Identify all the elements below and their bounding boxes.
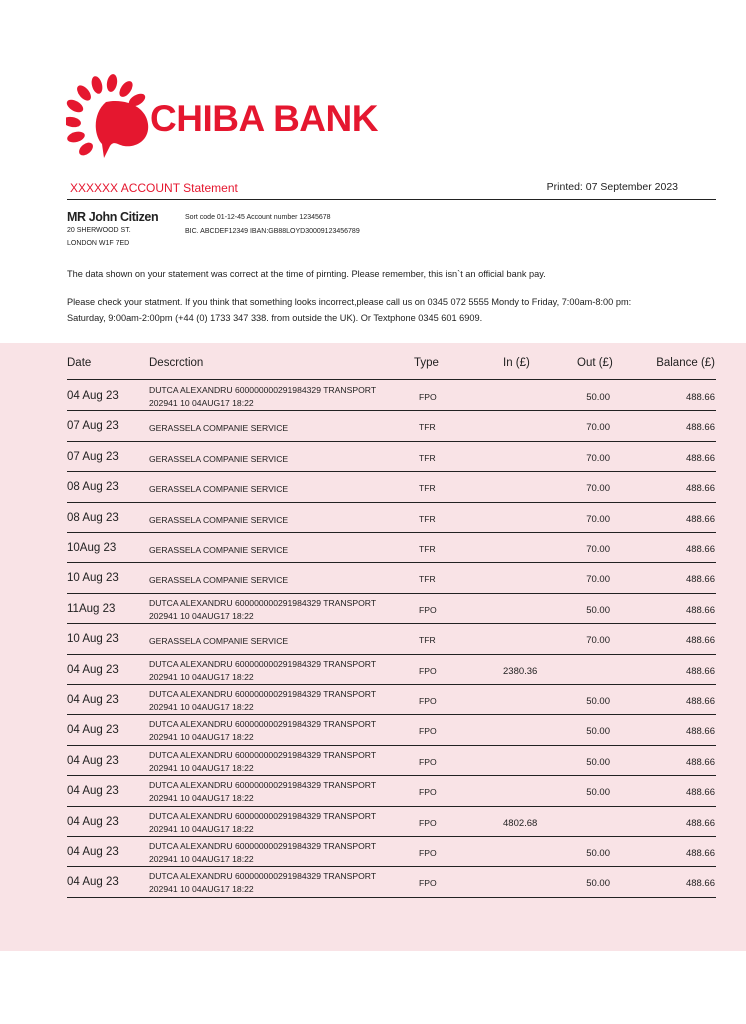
notice-paragraph-1: The data shown on your statement was correct at the time of pirnting. Please remember, this isn`t an official bank pay. [67,269,546,279]
table-header [0,355,746,377]
row-out-amount: 50.00 [586,848,610,859]
row-description-line-2: 202941 10 04AUG17 18:22 [149,762,254,773]
bank-logo [66,74,376,160]
row-type: TFR [419,574,436,585]
row-date: 08 Aug 23 [67,481,119,494]
table-row [0,533,746,563]
table-row [0,867,746,897]
table-row [0,624,746,654]
header-divider [67,199,716,200]
row-description-line-1: GERASSELA COMPANIE SERVICE [149,636,289,647]
table-header-divider [67,379,716,380]
row-date: 04 Aug 23 [67,846,119,858]
printed-date: Printed: 07 September 2023 [546,181,678,193]
table-row [0,776,746,806]
table-row [0,563,746,593]
row-balance: 488.66 [685,665,715,677]
row-description-line-1: DUTCA ALEXANDRU 600000000291984329 TRANSPORT [149,780,377,791]
header-type: Type [414,357,439,369]
row-in-amount: 4802.68 [503,817,538,829]
row-date: 11Aug 23 [67,602,116,615]
row-balance: 488.66 [685,452,715,464]
row-balance: 488.66 [685,392,715,403]
row-date: 04 Aug 23 [67,785,119,798]
row-balance: 488.66 [685,422,715,434]
row-description-line-1: GERASSELA COMPANIE SERVICE [149,575,289,586]
row-type: FPO [419,604,437,615]
row-type: FPO [419,392,437,402]
header-description: Descrction [149,357,204,369]
row-description-line-1: GERASSELA COMPANIE SERVICE [149,453,289,464]
row-description-line-2: 202941 10 04AUG17 18:22 [149,398,254,408]
row-type: FPO [419,878,437,889]
row-out-amount: 50.00 [586,787,610,799]
row-description-line-1: DUTCA ALEXANDRU 600000000291984329 TRANSPORT [149,841,377,851]
row-balance: 488.66 [685,817,715,829]
row-balance: 488.66 [685,574,715,586]
account-line-2: BIC. ABCDEF12349 IBAN:GB88LOYD30009123456789 [185,228,360,235]
row-description-line-2: 202941 10 04AUG17 18:22 [149,793,254,804]
table-row [0,715,746,745]
row-balance: 488.66 [685,544,715,555]
row-date: 04 Aug 23 [67,694,119,706]
table-row [0,381,746,411]
row-out-amount: 70.00 [586,574,610,586]
row-description-line-1: GERASSELA COMPANIE SERVICE [149,423,289,434]
row-description-line-2: 202941 10 04AUG17 18:22 [149,884,254,895]
header-balance: Balance (£) [656,357,715,369]
row-out-amount: 50.00 [586,726,610,738]
row-description-line-2: 202941 10 04AUG17 18:22 [149,823,254,834]
row-description-line-1: DUTCA ALEXANDRU 600000000291984329 TRANSPORT [149,689,377,699]
row-description-line-2: 202941 10 04AUG17 18:22 [149,671,254,682]
table-row [0,594,746,624]
address-line-2: LONDON W1F 7ED [67,240,130,247]
row-date: 10 Aug 23 [67,633,119,646]
flower-logo-icon [66,74,152,160]
row-type: FPO [419,817,437,828]
table-row [0,411,746,441]
row-description-line-2: 202941 10 04AUG17 18:22 [149,610,254,621]
row-out-amount: 50.00 [586,756,610,768]
row-description-line-1: GERASSELA COMPANIE SERVICE [149,545,289,555]
row-description-line-1: DUTCA ALEXANDRU 600000000291984329 TRANSPORT [149,658,377,669]
row-description-line-2: 202941 10 04AUG17 18:22 [149,732,254,743]
row-out-amount: 50.00 [586,878,610,890]
row-date: 04 Aug 23 [67,390,119,402]
row-out-amount: 70.00 [586,544,610,555]
row-description-line-1: DUTCA ALEXANDRU 600000000291984329 TRANSPORT [149,749,377,760]
row-in-amount: 2380.36 [503,665,538,677]
row-type: TFR [419,483,436,494]
statement-title: XXXXXX ACCOUNT Statement [70,181,238,195]
header-date: Date [67,357,92,369]
table-row [0,685,746,715]
row-description-line-1: DUTCA ALEXANDRU 600000000291984329 TRANSPORT [149,385,377,395]
row-type: TFR [419,635,436,646]
row-description-line-2: 202941 10 04AUG17 18:22 [149,702,254,712]
row-description-line-1: DUTCA ALEXANDRU 600000000291984329 TRANSPORT [149,597,377,608]
row-date: 04 Aug 23 [67,754,119,767]
row-type: FPO [419,665,437,676]
row-date: 07 Aug 23 [67,450,119,463]
header-out: Out (£) [577,357,613,369]
row-type: TFR [419,544,436,554]
row-date: 10Aug 23 [67,542,117,554]
row-date: 04 Aug 23 [67,663,119,676]
row-description-line-1: GERASSELA COMPANIE SERVICE [149,514,289,525]
row-balance: 488.66 [685,787,715,799]
row-balance: 488.66 [685,696,715,707]
account-line-1: Sort code 01-12-45 Account number 12345678 [185,214,331,221]
row-description-line-2: 202941 10 04AUG17 18:22 [149,854,254,864]
table-row [0,807,746,837]
row-type: FPO [419,726,437,737]
row-date: 04 Aug 23 [67,724,119,737]
address-line-1: 20 SHERWOOD ST. [67,227,131,234]
row-type: FPO [419,787,437,798]
notice-paragraph-2: Please check your statment. If you think that something looks incorrect,please call us on 0345 072 5555 Mondy to Friday, 7:00am-8:00 pm: Saturday, 9:00am-2:00pm (+44 (0) 1733 347 338. from outside the UK). Or Textphone 0345 601 6909. [67,297,632,323]
row-date: 08 Aug 23 [67,511,119,524]
row-type: TFR [419,452,436,463]
header-in: In (£) [503,357,530,369]
row-type: FPO [419,848,437,858]
row-out-amount: 70.00 [586,635,610,647]
row-out-amount: 50.00 [586,604,610,616]
row-balance: 488.66 [685,756,715,768]
row-divider [67,897,716,898]
row-balance: 488.66 [685,726,715,738]
bank-name: CHIBA BANK [150,98,378,139]
row-out-amount: 70.00 [586,513,610,525]
table-row [0,503,746,533]
row-date: 04 Aug 23 [67,815,119,828]
row-balance: 488.66 [685,878,715,890]
row-balance: 488.66 [685,483,715,495]
row-balance: 488.66 [685,635,715,647]
row-type: FPO [419,696,437,706]
row-balance: 488.66 [685,848,715,859]
table-row [0,442,746,472]
row-out-amount: 70.00 [586,483,610,495]
row-description-line-1: DUTCA ALEXANDRU 600000000291984329 TRANSPORT [149,871,377,882]
table-row [0,655,746,685]
row-type: FPO [419,756,437,767]
row-description-line-1: GERASSELA COMPANIE SERVICE [149,484,289,495]
row-description-line-1: DUTCA ALEXANDRU 600000000291984329 TRANSPORT [149,810,377,821]
row-balance: 488.66 [685,604,715,616]
row-out-amount: 50.00 [586,392,610,403]
row-balance: 488.66 [685,513,715,525]
row-out-amount: 70.00 [586,452,610,464]
row-out-amount: 50.00 [586,696,610,707]
row-out-amount: 70.00 [586,422,610,434]
row-date: 07 Aug 23 [67,420,119,433]
customer-name: MR John Citizen [67,210,159,224]
row-description-line-1: DUTCA ALEXANDRU 600000000291984329 TRANSPORT [149,719,377,730]
table-row [0,472,746,502]
row-date: 10 Aug 23 [67,572,119,585]
row-type: TFR [419,513,436,524]
row-type: TFR [419,422,436,433]
row-date: 04 Aug 23 [67,876,119,889]
table-row [0,837,746,867]
table-row [0,746,746,776]
